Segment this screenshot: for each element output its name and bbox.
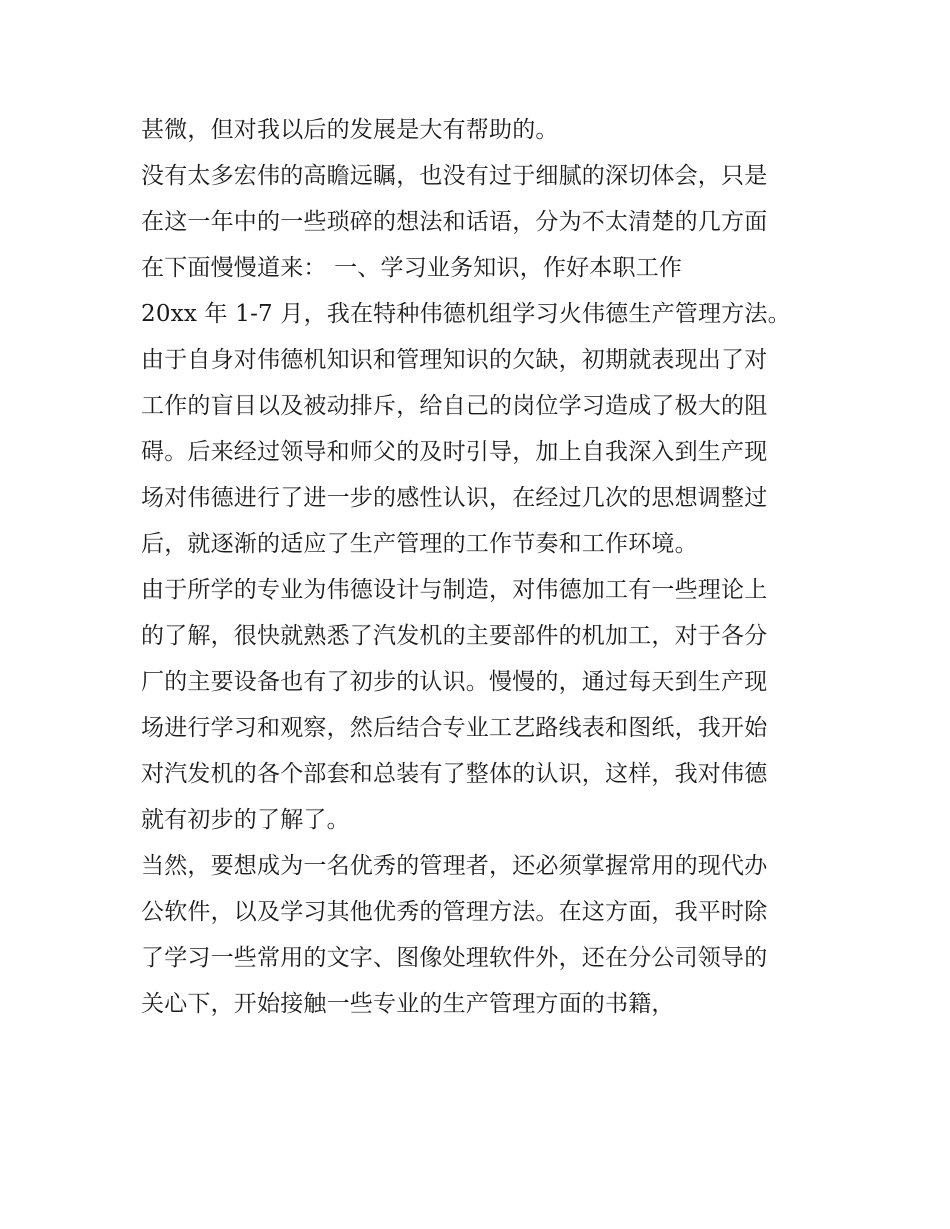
text-line: 厂的主要设备也有了初步的认识。慢慢的，通过每天到生产现	[141, 669, 768, 695]
text-line: 了学习一些常用的文字、图像处理软件外，还在分公司领导的	[141, 945, 768, 971]
text-line: 20xx 年 1-7 月，我在特种伟德机组学习火伟德生产管理方法。	[141, 301, 791, 327]
text-line: 工作的盲目以及被动排斥，给自己的岗位学习造成了极大的阻	[141, 393, 768, 419]
text-line: 关心下，开始接触一些专业的生产管理方面的书籍，	[141, 991, 675, 1017]
text-line: 甚微，但对我以后的发展是大有帮助的。	[141, 117, 559, 143]
text-line: 碍。后来经过领导和师父的及时引导，加上自我深入到生产现	[141, 439, 768, 465]
text-line: 后，就逐渐的适应了生产管理的工作节奏和工作环境。	[141, 531, 698, 557]
text-line: 场进行学习和观察，然后结合专业工艺路线表和图纸，我开始	[141, 715, 768, 741]
document-body	[141, 107, 821, 1027]
text-line: 由于所学的专业为伟德设计与制造，对伟德加工有一些理论上	[141, 577, 768, 603]
text-line: 当然，要想成为一名优秀的管理者，还必须掌握常用的现代办	[141, 853, 768, 879]
text-line: 在这一年中的一些琐碎的想法和话语，分为不太清楚的几方面	[141, 209, 768, 235]
text-line: 没有太多宏伟的高瞻远瞩，也没有过于细腻的深切体会，只是	[141, 163, 768, 189]
text-line: 就有初步的了解了。	[141, 807, 350, 833]
text-line: 由于自身对伟德机知识和管理知识的欠缺，初期就表现出了对	[141, 347, 768, 373]
text-line: 公软件，以及学习其他优秀的管理方法。在这方面，我平时除	[141, 899, 768, 925]
text-line: 在下面慢慢道来： 一、学习业务知识，作好本职工作	[141, 255, 683, 281]
text-line: 的了解，很快就熟悉了汽发机的主要部件的机加工，对于各分	[141, 623, 768, 649]
text-line: 场对伟德进行了进一步的感性认识，在经过几次的思想调整过	[141, 485, 768, 511]
text-line: 对汽发机的各个部套和总装有了整体的认识，这样，我对伟德	[141, 761, 768, 787]
